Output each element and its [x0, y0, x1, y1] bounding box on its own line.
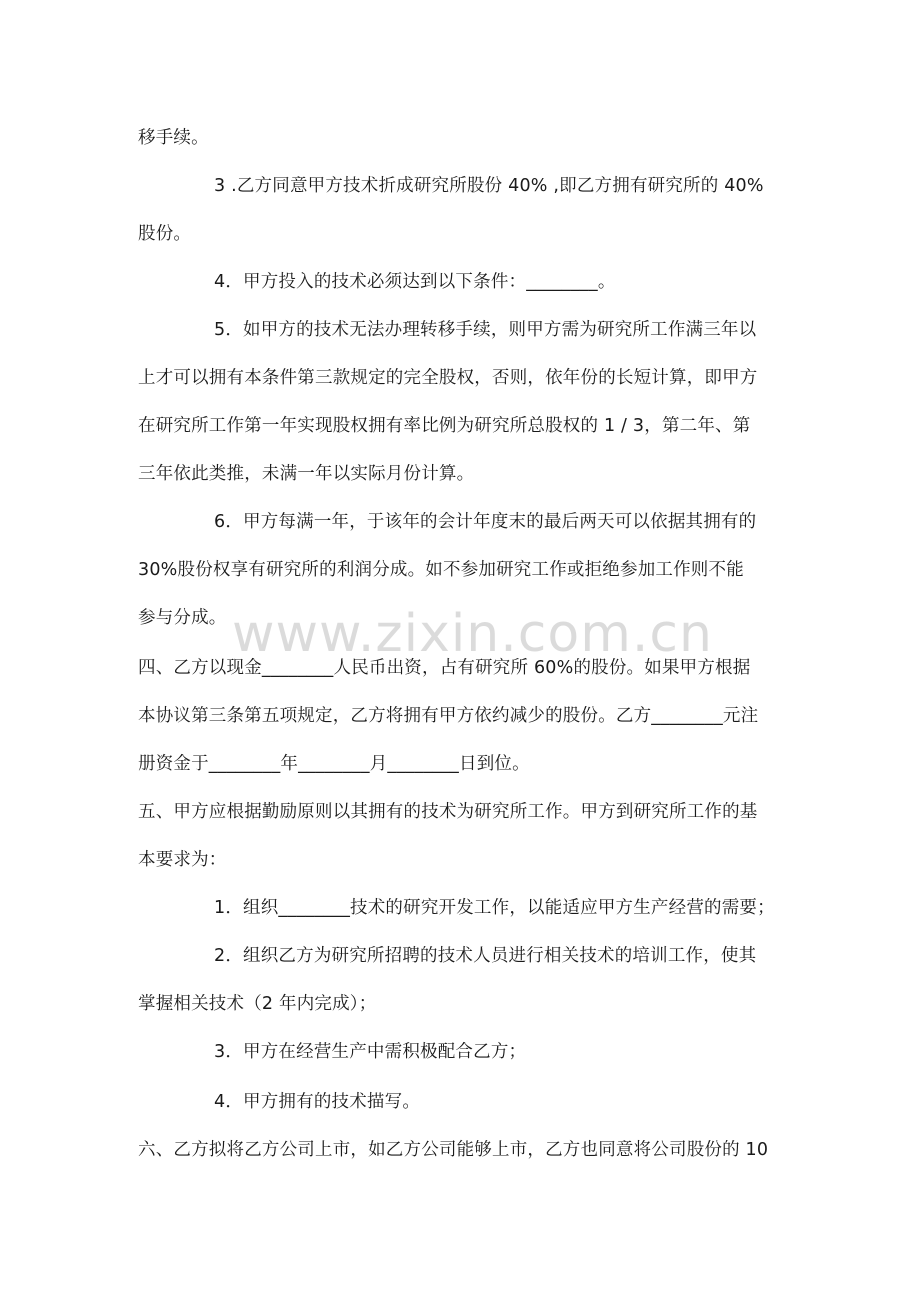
text-line: 30%股份权享有研究所的利润分成。如不参加研究工作或拒绝参加工作则不能	[138, 560, 744, 580]
text-line: 6．甲方每满一年，于该年的会计年度末的最后两天可以依据其拥有的	[214, 512, 757, 532]
text-line: 参与分成。	[138, 608, 227, 628]
text-line: 本协议第三条第五项规定，乙方将拥有甲方依约减少的股份。乙方________元注	[138, 706, 759, 726]
text-line: 股份。	[138, 224, 192, 244]
text-line: 4．甲方拥有的技术描写。	[214, 1092, 421, 1112]
text-line: 六、乙方拟将乙方公司上市，如乙方公司能够上市，乙方也同意将公司股份的 10	[138, 1140, 769, 1160]
watermark: www.zixin.com.cn	[232, 604, 713, 664]
text-line: 掌握相关技术（2 年内完成）；	[138, 994, 377, 1014]
text-line: 五、甲方应根据勤励原则以其拥有的技术为研究所工作。甲方到研究所工作的基	[138, 802, 758, 822]
text-line: 上才可以拥有本条件第三款规定的完全股权，否则，依年份的长短计算，即甲方	[138, 368, 758, 388]
text-line: 3 .乙方同意甲方技术折成研究所股份 40% ,即乙方拥有研究所的 40%	[214, 176, 764, 196]
text-line: 册资金于________年________月________日到位。	[138, 754, 530, 774]
text-line: 四、乙方以现金________人民币出资，占有研究所 60%的股份。如果甲方根据	[138, 658, 751, 678]
text-line: 2．组织乙方为研究所招聘的技术人员进行相关技术的培训工作，使其	[214, 946, 757, 966]
text-line: 三年依此类推，未满一年以实际月份计算。	[138, 464, 475, 484]
text-line: 3．甲方在经营生产中需积极配合乙方；	[214, 1042, 527, 1062]
text-line: 在研究所工作第一年实现股权拥有率比例为研究所总股权的 1 / 3，第二年、第	[138, 416, 751, 436]
text-line: 本要求为：	[138, 850, 227, 870]
text-line: 4．甲方投入的技术必须达到以下条件：________。	[214, 272, 616, 292]
text-line: 5．如甲方的技术无法办理转移手续，则甲方需为研究所工作满三年以	[214, 320, 757, 340]
text-line: 1．组织________技术的研究开发工作，以能适应甲方生产经营的需要；	[214, 898, 775, 918]
text-line: 移手续。	[138, 128, 209, 148]
